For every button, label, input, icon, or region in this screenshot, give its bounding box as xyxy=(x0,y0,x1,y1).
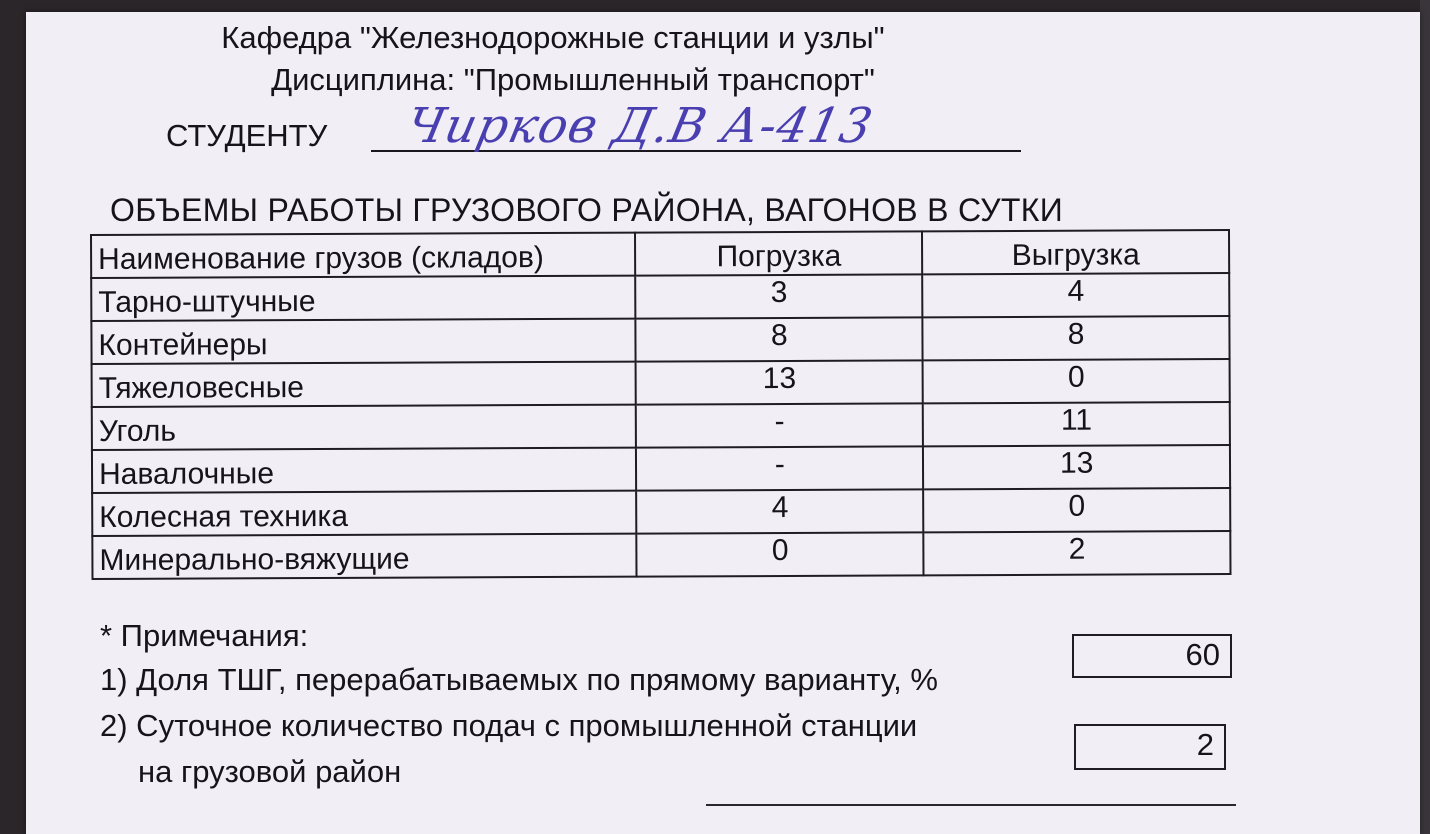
department-title: Кафедра "Железнодорожные станции и узлы" xyxy=(221,20,885,55)
note-2-text-line-2: на грузовой район xyxy=(138,754,402,789)
column-header-unloading: Выгрузка xyxy=(922,230,1229,274)
student-label: СТУДЕНТУ xyxy=(166,118,328,153)
cargo-name-cell: Колесная техника xyxy=(92,491,636,536)
unloading-cell: 2 xyxy=(924,531,1231,575)
note-2-value-box: 2 xyxy=(1074,724,1226,770)
notes-heading: * Примечания: xyxy=(100,618,309,653)
cargo-name-cell: Минерально-вяжущие xyxy=(92,534,636,579)
table-row xyxy=(91,273,1229,321)
loading-cell: - xyxy=(636,403,923,447)
note-1-text: 1) Доля ТШГ, перерабатываемых по прямому варианту, % xyxy=(100,662,938,697)
loading-cell: 0 xyxy=(637,532,924,576)
unloading-cell: 4 xyxy=(922,273,1229,317)
background-edge xyxy=(1420,0,1430,834)
unloading-cell: 13 xyxy=(923,445,1230,489)
cargo-name-cell: Тяжеловесные xyxy=(92,362,636,407)
column-header-cargo-name: Наименование грузов (складов) xyxy=(91,233,635,278)
handwritten-student-name-text: Чирков Д.В А-413 xyxy=(401,98,878,154)
assignment-card xyxy=(26,12,1420,834)
table-row xyxy=(92,359,1230,407)
cargo-name-cell: Тарно-штучные xyxy=(91,276,635,321)
column-header-loading: Погрузка xyxy=(635,231,922,275)
loading-cell: - xyxy=(636,446,923,490)
unloading-cell: 0 xyxy=(923,359,1230,403)
table-row xyxy=(92,402,1230,450)
cargo-name-cell: Уголь xyxy=(92,405,636,450)
discipline-title: Дисциплина: "Промышленный транспорт" xyxy=(271,62,875,97)
bottom-rule xyxy=(706,804,1236,806)
cargo-name-cell: Контейнеры xyxy=(91,319,635,364)
note-2-text-line-1: 2) Суточное количество подач с промышленной станции xyxy=(100,708,918,743)
table-row xyxy=(91,316,1229,364)
table-row xyxy=(92,445,1230,493)
table-row xyxy=(92,488,1230,536)
loading-cell: 8 xyxy=(636,317,923,361)
loading-cell: 4 xyxy=(636,489,923,533)
table-title: ОБЪЕМЫ РАБОТЫ ГРУЗОВОГО РАЙОНА, ВАГОНОВ В СУТКИ xyxy=(110,192,1064,228)
cargo-name-cell: Навалочные xyxy=(92,448,636,493)
handwritten-student-name xyxy=(401,98,1006,168)
unloading-cell: 8 xyxy=(923,316,1230,360)
table-header-row xyxy=(91,230,1229,278)
loading-cell: 13 xyxy=(636,360,923,404)
note-1-value-box: 60 xyxy=(1072,634,1232,678)
unloading-cell: 11 xyxy=(923,402,1230,446)
table-row xyxy=(92,531,1230,579)
cargo-volume-table xyxy=(90,229,1231,580)
loading-cell: 3 xyxy=(635,274,922,318)
unloading-cell: 0 xyxy=(923,488,1230,532)
